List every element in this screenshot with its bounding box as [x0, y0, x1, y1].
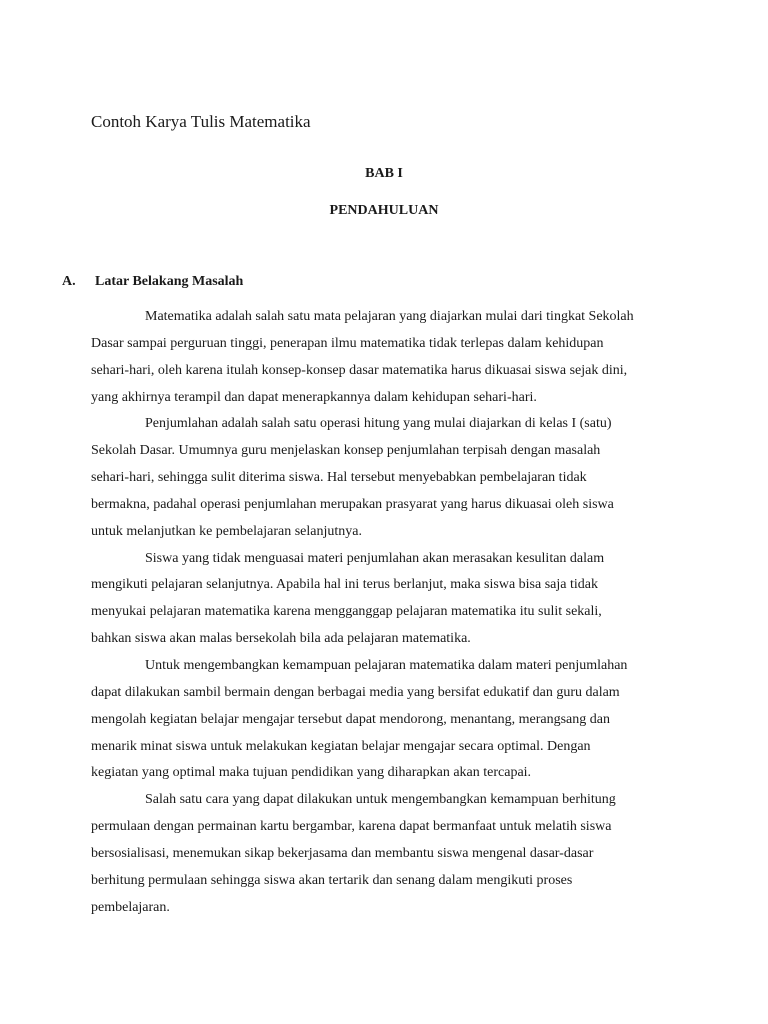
chapter-number: BAB I [365, 166, 403, 181]
chapter-title: PENDAHULUAN [329, 203, 439, 218]
paragraph: Penjumlahan adalah salah satu operasi hitung yang mulai diajarkan di kelas I (satu) Sekolah Dasar. Umumnya guru menjelaskan konsep penjumlahan terpisah dengan masalah sehari-hari, sehingga sulit diterima siswa. Hal tersebut menyebabkan pembelajaran tidak bermakna, padahal operasi penjumlahan merupakan prasyarat yang harus dikuasai oleh siswa untuk melanjutkan ke pembelajaran selanjutnya. [91, 416, 614, 539]
document-title: Contoh Karya Tulis Matematika [91, 112, 311, 131]
paragraph: Salah satu cara yang dapat dilakukan untuk mengembangkan kemampuan berhitung permulaan dengan permainan kartu bergambar, karena dapat bermanfaat untuk melatih siswa bersosialisasi, menemukan sikap bekerjasama dan membantu siswa mengenal dasar-dasar berhitung permulaan sehingga siswa akan tertarik dan senang dalam mengikuti proses pembelajaran. [91, 792, 616, 915]
body-text [91, 304, 676, 921]
section-title: Latar Belakang Masalah [95, 274, 244, 289]
section-letter: A. [62, 274, 76, 289]
paragraph: Untuk mengembangkan kemampuan pelajaran matematika dalam materi penjumlahan dapat dilakukan sambil bermain dengan berbagai media yang bersifat edukatif dan guru dalam mengolah kegiatan belajar mengajar tersebut dapat mendorong, menantang, merangsang dan menarik minat siswa untuk melakukan kegiatan belajar mengajar secara optimal. Dengan kegiatan yang optimal maka tujuan pendidikan yang diharapkan akan tercapai. [91, 657, 628, 781]
paragraph: Matematika adalah salah satu mata pelajaran yang diajarkan mulai dari tingkat Sekolah Dasar sampai perguruan tinggi, penerapan ilmu matematika tidak terlepas dalam kehidupan sehari-hari, oleh karena itulah konsep-konsep dasar matematika harus dikuasai siswa sejak dini, yang akhirnya terampil dan dapat menerapkannya dalam kehidupan sehari-hari. [91, 309, 634, 405]
paragraph: Siswa yang tidak menguasai materi penjumlahan akan merasakan kesulitan dalam mengikuti pelajaran selanjutnya. Apabila hal ini terus berlanjut, maka siswa bisa saja tidak menyukai pelajaran matematika karena mengganggap pelajaran matematika itu sulit sekali, bahkan siswa akan malas bersekolah bila ada pelajaran matematika. [91, 550, 605, 647]
section-heading [62, 274, 243, 290]
